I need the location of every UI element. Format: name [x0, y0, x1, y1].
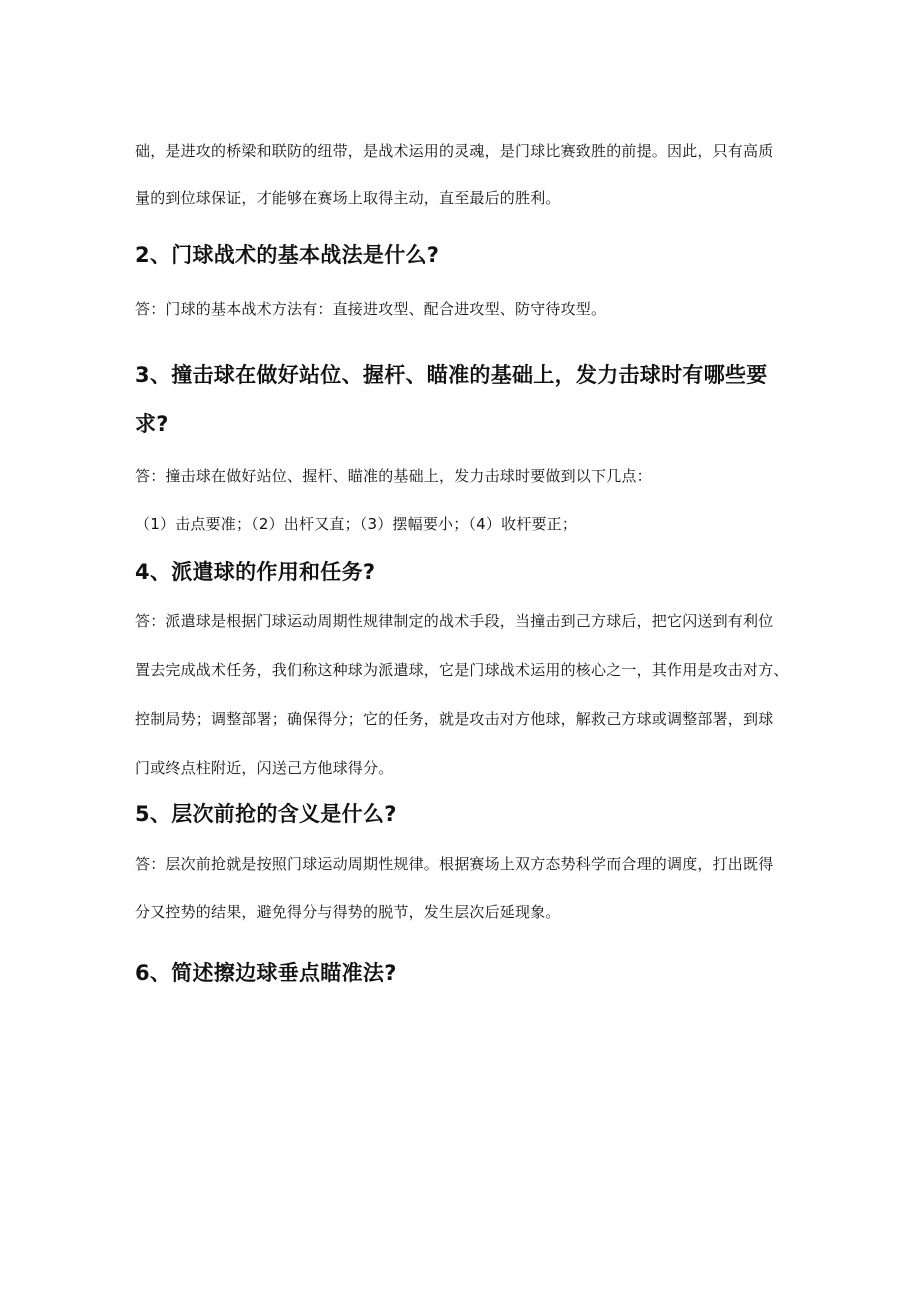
paragraph-line-1: 础，是进攻的桥梁和联防的纽带，是战术运用的灵魂，是门球比赛致胜的前提。因此，只有高质 — [135, 142, 774, 160]
question-2-heading: 2、门球战术的基本战法是什么? — [135, 243, 440, 267]
answer-2-line: 答：门球的基本战术方法有：直接进攻型、配合进攻型、防守待攻型。 — [135, 300, 607, 318]
answer-4-line-4: 门或终点柱附近，闪送己方他球得分。 — [135, 759, 394, 777]
answer-3-line-1: 答：撞击球在做好站位、握杆、瞄准的基础上，发力击球时要做到以下几点： — [135, 467, 652, 485]
answer-4-line-1: 答：派遣球是根据门球运动周期性规律制定的战术手段，当撞击到己方球后，把它闪送到有利位 — [135, 612, 774, 630]
question-6-heading: 6、简述擦边球垂点瞄准法? — [135, 961, 397, 985]
answer-4-line-2: 置去完成战术任务，我们称这种球为派遣球，它是门球战术运用的核心之一，其作用是攻击对方、 — [135, 661, 789, 679]
answer-5-line-2: 分又控势的结果，避免得分与得势的脱节，发生层次后延现象。 — [135, 903, 561, 921]
answer-4-line-3: 控制局势；调整部署；确保得分；它的任务，就是攻击对方他球，解救己方球或调整部署，到球 — [135, 710, 774, 728]
question-3-heading-line-2: 求? — [135, 412, 169, 436]
question-3-heading-line-1: 3、撞击球在做好站位、握杆、瞄准的基础上，发力击球时有哪些要 — [135, 363, 768, 387]
answer-3-line-2: （1）击点要准；（2）出杆又直；（3）摆幅要小；（4）收杆要正； — [135, 515, 578, 533]
question-4-heading: 4、派遣球的作用和任务? — [135, 560, 376, 584]
answer-5-line-1: 答：层次前抢就是按照门球运动周期性规律。根据赛场上双方态势科学而合理的调度，打出既得 — [135, 855, 774, 873]
paragraph-line-2: 量的到位球保证，才能够在赛场上取得主动，直至最后的胜利。 — [135, 189, 561, 207]
question-5-heading: 5、层次前抢的含义是什么? — [135, 802, 397, 826]
